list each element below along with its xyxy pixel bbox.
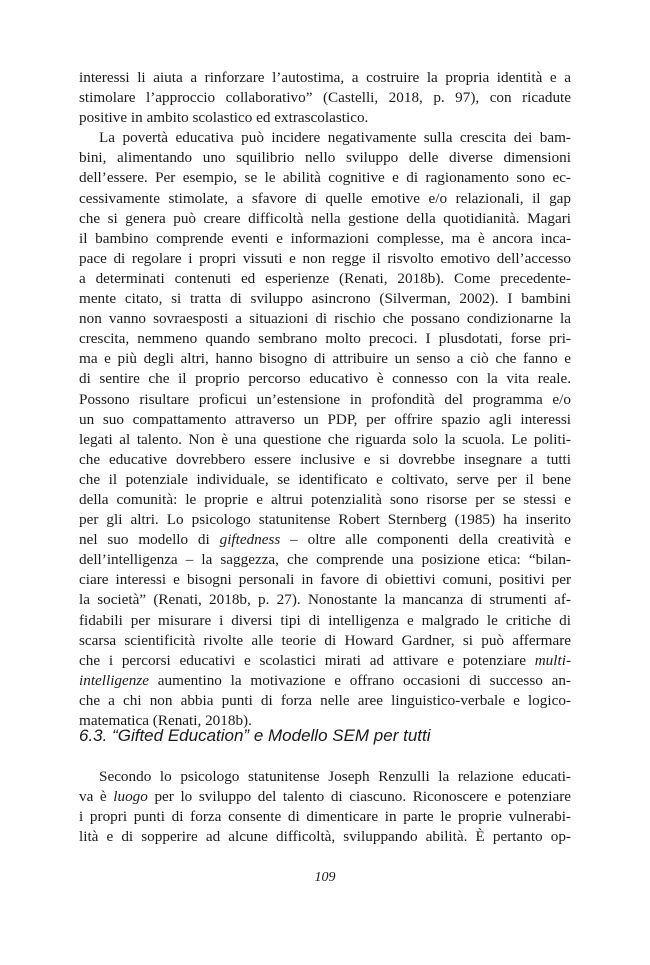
text-line: della comunità: le proprie e altrui potenzialità sono risorse per se stessi e: [79, 490, 571, 508]
text-line: bini, alimentando uno squilibrio nello sviluppo delle diverse dimensioni: [79, 149, 571, 167]
text-line: pace di regolare i propri vissuti e non regge il risvolto emotivo dell’accesso: [79, 249, 571, 267]
section-heading: 6.3. “Gifted Education” e Modello SEM per tutti: [79, 726, 431, 745]
text-line: i propri punti di forza consente di dimenticare in parte le proprie vulnerabi-: [79, 808, 571, 826]
text-line: fidabili per misurare i diversi tipi di intelligenza e malgrado le critiche di: [79, 611, 571, 629]
italic-term: intelligenze: [79, 671, 150, 689]
italic-term: multi-: [534, 651, 571, 669]
text-line: interessi li aiuta a rinforzare l’autostima, a costruire la propria identità e a: [79, 69, 571, 86]
text-line: che il potenziale individuale, se identificato e coltivato, serve per il bene: [79, 470, 571, 488]
text-line: scarsa scientificità rivolte alle teorie di Howard Gardner, si può affermare: [79, 631, 571, 649]
text-line: dell’essere. Per esempio, se le abilità cognitive e di ragionamento sono ec-: [79, 169, 571, 187]
text-line: un suo compattamento attraverso un PDP, per offrire spazio agli interessi: [79, 410, 571, 428]
body-text: [79, 68, 571, 731]
text-line: dell’intelligenza – la saggezza, che comprende una posizione etica: “bilan-: [79, 551, 571, 569]
text-line: [79, 651, 571, 671]
text-line: ciare interessi e bisogni personali in favore di obiettivi comuni, positivi per: [79, 571, 571, 589]
italic-term: luogo: [113, 788, 148, 806]
paragraph: [79, 128, 571, 731]
section-body-text: [79, 767, 571, 847]
text-line: per gli altri. Lo psicologo statunitense Robert Sternberg (1985) ha inserito: [79, 511, 571, 529]
text-segment: va è: [79, 788, 114, 806]
italic-term: giftedness: [219, 531, 281, 549]
text-line: mente citato, si tratta di sviluppo asincrono (Silverman, 2002). I bambini: [79, 290, 571, 308]
text-line: stimolare l’approccio collaborativo” (Castelli, 2018, p. 97), con ricadute: [79, 89, 571, 107]
text-line: il bambino comprende eventi e informazioni complesse, ma è ancora inca-: [79, 229, 571, 247]
text-line: la società” (Renati, 2018b, p. 27). Nonostante la mancanza di strumenti af-: [79, 591, 571, 609]
text-line: positive in ambito scolastico ed extrascolastico.: [79, 109, 369, 127]
text-line: che si genera può creare difficoltà nella gestione della quotidianità. Magari: [79, 209, 571, 227]
text-line: [79, 787, 571, 807]
text-segment: aumentino la motivazione e offrano occasioni di successo an-: [149, 671, 571, 689]
text-line: che educative dovrebbero essere inclusive e si dovrebbe insegnare a tutti: [79, 450, 571, 468]
text-line: che a chi non abbia punti di forza nelle aree linguistico-verbale e logico-: [79, 691, 571, 709]
text-segment: che i percorsi educativi e scolastici mirati ad attivare e potenziare: [79, 651, 535, 669]
text-line: matematica (Renati, 2018b).: [79, 712, 252, 729]
text-line: crescita, nemmeno quando sembrano molto precoci. I plusdotati, forse pri-: [79, 330, 571, 348]
text-line: di sentire che il proprio percorso educativo è connesso con la vita reale.: [79, 370, 571, 388]
page-number: 109: [314, 870, 336, 885]
paragraph: [79, 767, 571, 847]
text-segment: nel suo modello di: [79, 531, 220, 549]
text-line: non vanno sovraesposti a situazioni di rischio che possano condizionarne la: [79, 310, 571, 328]
text-segment: per lo sviluppo del talento di ciascuno. Riconoscere e potenziare: [147, 788, 571, 806]
text-line: [79, 530, 571, 550]
text-line: a determinati contenuti ed esperienze (Renati, 2018b). Come precedente-: [79, 269, 571, 287]
text-line: [79, 671, 571, 691]
text-line: legati al talento. Non è una questione che riguarda solo la scuola. Le politi-: [79, 430, 571, 448]
text-line: ma e più degli altri, hanno bisogno di attribuire un senso a ciò che fanno e: [79, 350, 571, 368]
text-line: Secondo lo psicologo statunitense Joseph Renzulli la relazione educati-: [99, 768, 571, 785]
text-line: cessivamente stimolate, a sfavore di quelle emotive e/o relazionali, il gap: [79, 189, 571, 207]
text-line: La povertà educativa può incidere negativamente sulla crescita dei bam-: [99, 129, 571, 147]
paragraph: [79, 68, 571, 128]
text-segment: – oltre alle componenti della creatività e: [280, 531, 571, 549]
text-line: lità e di sopperire ad alcune difficoltà, sviluppando abilità. È pertanto op-: [79, 828, 571, 846]
text-line: Possono risultare proficui un’estensione in profondità del programma e/o: [79, 390, 571, 408]
